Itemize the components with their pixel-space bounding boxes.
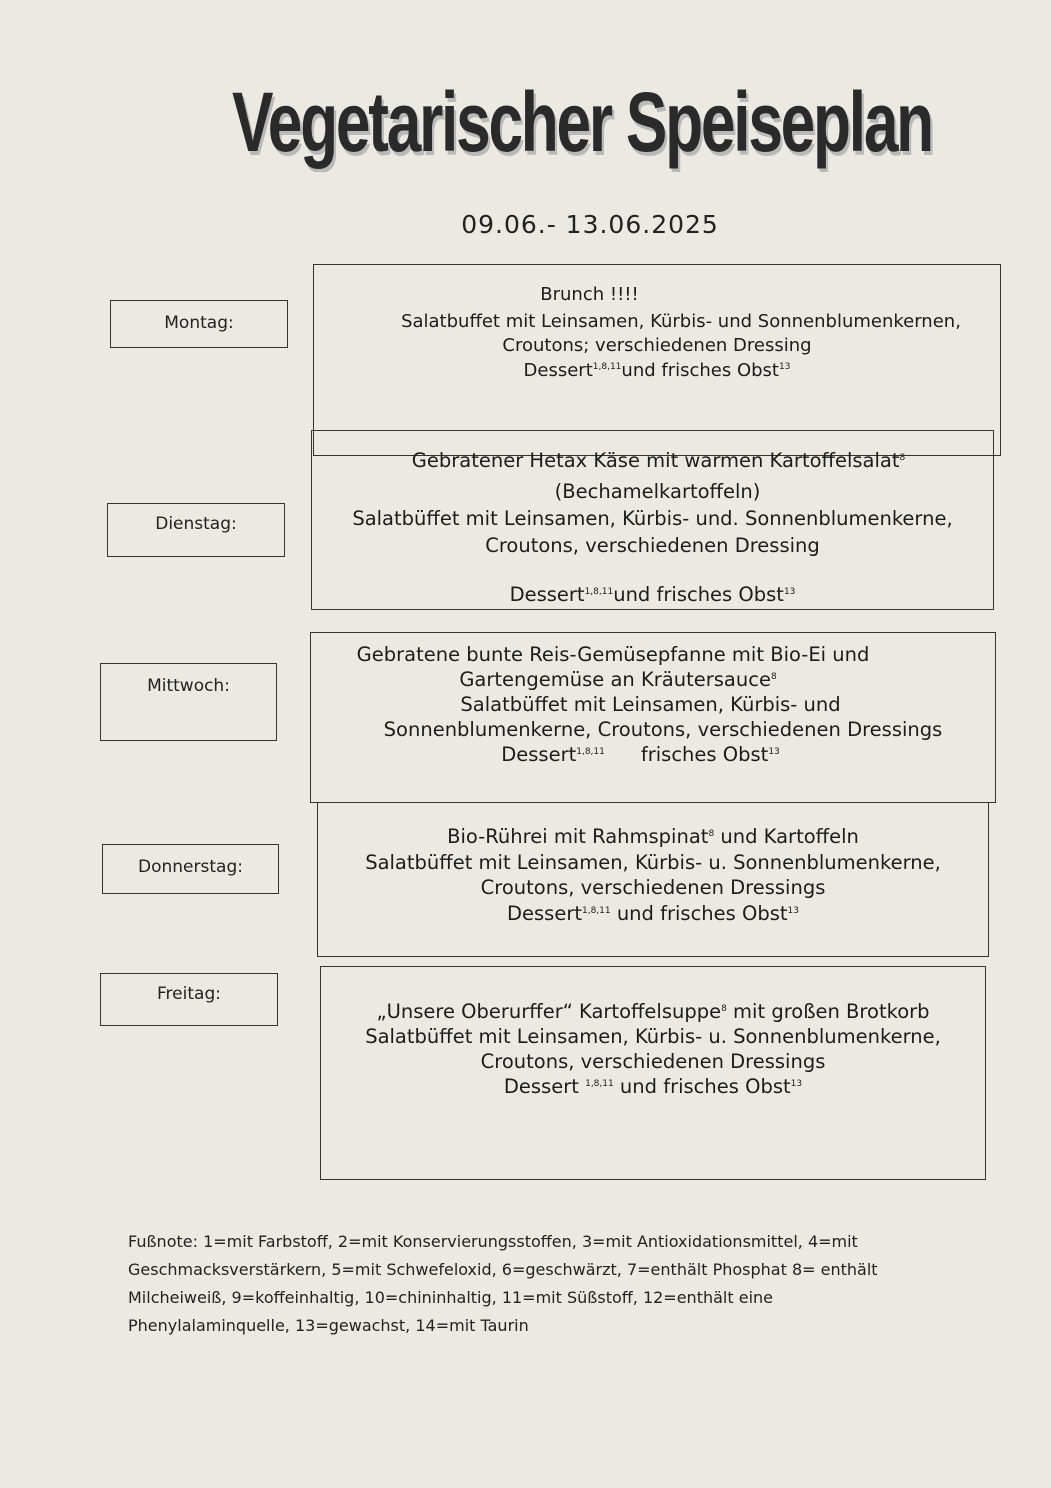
page-title: Vegetarischer Speiseplan [232, 75, 932, 169]
menu-line: Dessert$^{1,8,11}$und frisches Obst$^{13}$ [509, 583, 796, 606]
menu-line: (Bechamelkartoffeln) [554, 480, 761, 503]
menu-line: Croutons, verschiedenen Dressings [480, 876, 826, 899]
menu-line: Salatbüffet mit Leinsamen, Kürbis- u. Sonnenblumenkerne, [365, 850, 941, 874]
menu-line: Salatbüffet mit Leinsamen, Kürbis- u. Sonnenblumenkerne, [365, 1025, 941, 1048]
menu-line: „Unsere Oberurffer“ Kartoffelsuppe$^8$ mit großen Brotkorb [376, 1000, 930, 1023]
menu-line: Croutons; verschiedenen Dressing [502, 335, 812, 356]
day-label-wednesday: Mittwoch: [100, 663, 277, 741]
menu-line: Salatbüffet mit Leinsamen, Kürbis- und [460, 693, 841, 716]
menu-line: Gebratene bunte Reis-Gemüsepfanne mit Bio-Ei und [356, 643, 870, 666]
menu-box-monday [313, 264, 1001, 456]
date-range: 09.06.- 13.06.2025 [461, 210, 719, 239]
menu-line: Brunch !!!! [540, 284, 639, 305]
day-label-tuesday: Dienstag: [107, 503, 285, 557]
footnote-line: Geschmacksverstärkern, 5=mit Schwefeloxid, 6=geschwärzt, 7=enthält Phosphat 8= enthält [128, 1260, 878, 1279]
menu-line: Dessert$^{1,8,11}$ und frisches Obst$^{13}$ [506, 901, 799, 925]
footnote [128, 1228, 948, 1340]
menu-line: Salatbuffet mit Leinsamen, Kürbis- und Sonnenblumenkernen, [401, 310, 961, 332]
day-label-monday: Montag: [110, 300, 288, 348]
menu-box-friday [320, 966, 986, 1180]
menu-box-thursday [317, 802, 989, 957]
menu-line: Salatbüffet mit Leinsamen, Kürbis- und. Sonnenblumenkerne, [352, 507, 953, 530]
footnote-line: Milcheiweiß, 9=koffeinhaltig, 10=chininhaltig, 11=mit Süßstoff, 12=enthält eine [128, 1288, 773, 1307]
menu-line: Dessert $^{1,8,11}$ und frisches Obst$^{13}$ [503, 1075, 803, 1098]
footnote-line: Fußnote: 1=mit Farbstoff, 2=mit Konservierungsstoffen, 3=mit Antioxidationsmittel, 4=mit [128, 1232, 858, 1251]
menu-line: Gebratener Hetax Käse mit warmen Kartoffelsalat$^8$ [411, 449, 906, 472]
menu-line: Croutons, verschiedenen Dressings [480, 1050, 826, 1073]
menu-line: Bio-Rührei mit Rahmspinat$^8$ und Kartoffeln [447, 825, 859, 848]
menu-box-wednesday [310, 632, 996, 803]
menu-line: Gartengemüse an Kräutersauce$^8$ [459, 668, 777, 691]
menu-box-tuesday [311, 430, 994, 610]
footnote-line: Phenylalaminquelle, 13=gewachst, 14=mit Taurin [128, 1316, 529, 1335]
day-label-friday: Freitag: [100, 973, 278, 1026]
menu-line: Croutons, verschiedenen Dressing [485, 534, 820, 557]
menu-line: Dessert$^{1,8,11}$und frisches Obst$^{13}$ [523, 359, 791, 381]
day-label-thursday: Donnerstag: [102, 844, 279, 894]
menu-line: Sonnenblumenkerne, Croutons, verschiedenen Dressings [383, 718, 943, 741]
menu-line: Dessert$^{1,8,11}$ frisches Obst$^{13}$ [501, 743, 780, 766]
